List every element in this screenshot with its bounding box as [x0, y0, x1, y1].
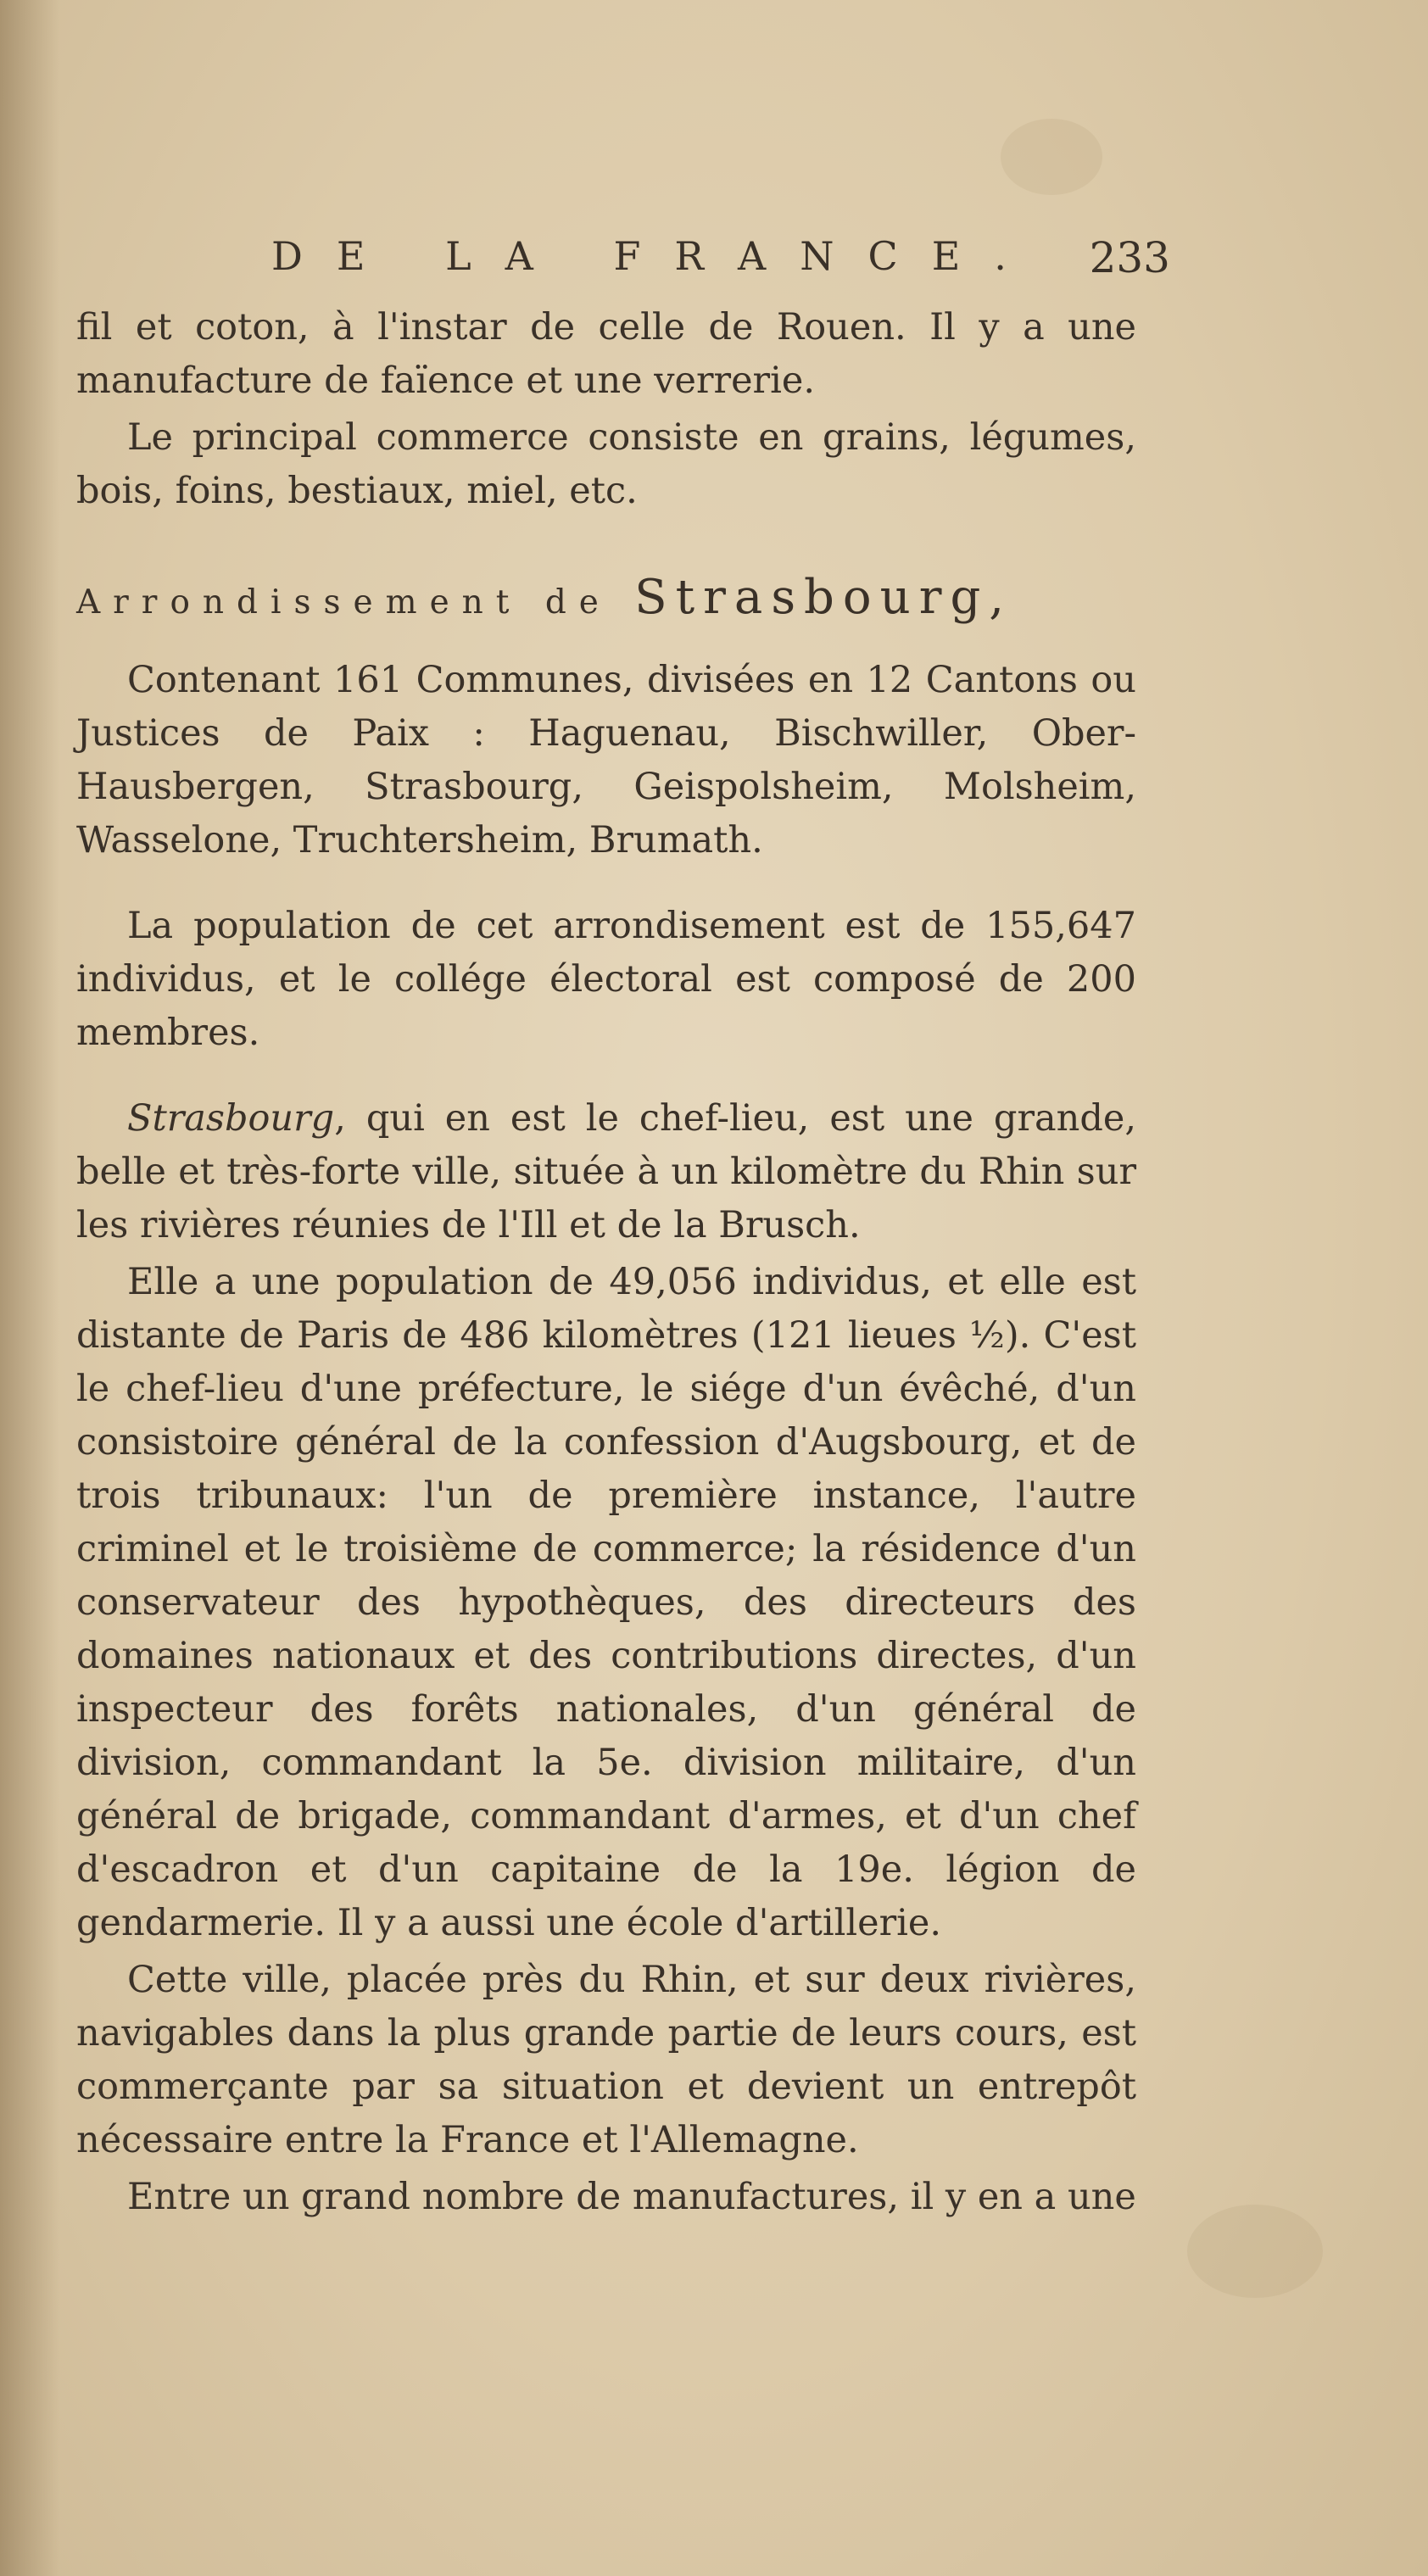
- paragraph-5-text: , qui en est le chef-lieu, est une grande, belle et très-forte ville, située à un kilomètre du Rhin sur les rivières réunies de l'Ill et de la Brusch.: [76, 1097, 1136, 1246]
- running-header: [271, 233, 1170, 293]
- section-heading-prefix: Arrondissement de: [76, 583, 611, 622]
- section-heading: [76, 572, 1136, 628]
- paragraph-2: Le principal commerce consiste en grains, légumes, bois, foins, bestiaux, miel, etc.: [76, 416, 1136, 512]
- place-name-strasbourg: Strasbourg: [127, 1097, 335, 1140]
- paragraph-8: Entre un grand nombre de manufactures, il y en a une: [127, 2176, 1136, 2218]
- paragraph-6: Elle a une population de 49,056 individus, et elle est distante de Paris de 486 kilomètres (121 lieues ½). C'est le chef-lieu d'une préfecture, le siége d'un évêché, d'un consistoire général de la confession d'Augsbourg, et de trois tribunaux: l'un de première instance, l'autre criminel et le troisième de commerce; la résidence d'un conservateur des hypothèques, des directeurs des domaines nationaux et des contributions directes, d'un inspecteur des forêts nationales, d'un général de division, commandant la 5e. division militaire, d'un général de brigade, commandant d'armes, et d'un chef d'escadron et d'un capitaine de la 19e. légion de gendarmerie. Il y a aussi une école d'artillerie.: [76, 1261, 1136, 1944]
- paragraph-4: La population de cet arrondisement est de 155,647 individus, et le collége électoral est composé de 200 membres.: [76, 905, 1136, 1054]
- page-body: [76, 301, 1136, 2224]
- binding-shadow: [0, 0, 59, 2576]
- paper-stain: [1001, 119, 1102, 195]
- paragraph-3: Contenant 161 Communes, divisées en 12 Cantons ou Justices de Paix : Haguenau, Bischwiller, Ober-Hausbergen, Strasbourg, Geispolsheim, Molsheim, Wasselone, Truchtersheim, Brumath.: [76, 659, 1136, 861]
- page-number: 233: [1089, 233, 1170, 282]
- section-heading-name: Strasbourg,: [634, 570, 1013, 625]
- paragraph-1: fil et coton, à l'instar de celle de Rouen. Il y a une manufacture de faïence et une verrerie.: [76, 306, 1136, 402]
- paragraph-7: Cette ville, placée près du Rhin, et sur deux rivières, navigables dans la plus grande partie de leurs cours, est commerçante par sa situation et devient un entrepôt nécessaire entre la France et l'Allemagne.: [76, 1959, 1136, 2161]
- paper-stain: [1187, 2205, 1323, 2298]
- running-title: DE LA FRANCE.: [271, 233, 1040, 279]
- paragraph-5: [76, 1092, 1136, 1252]
